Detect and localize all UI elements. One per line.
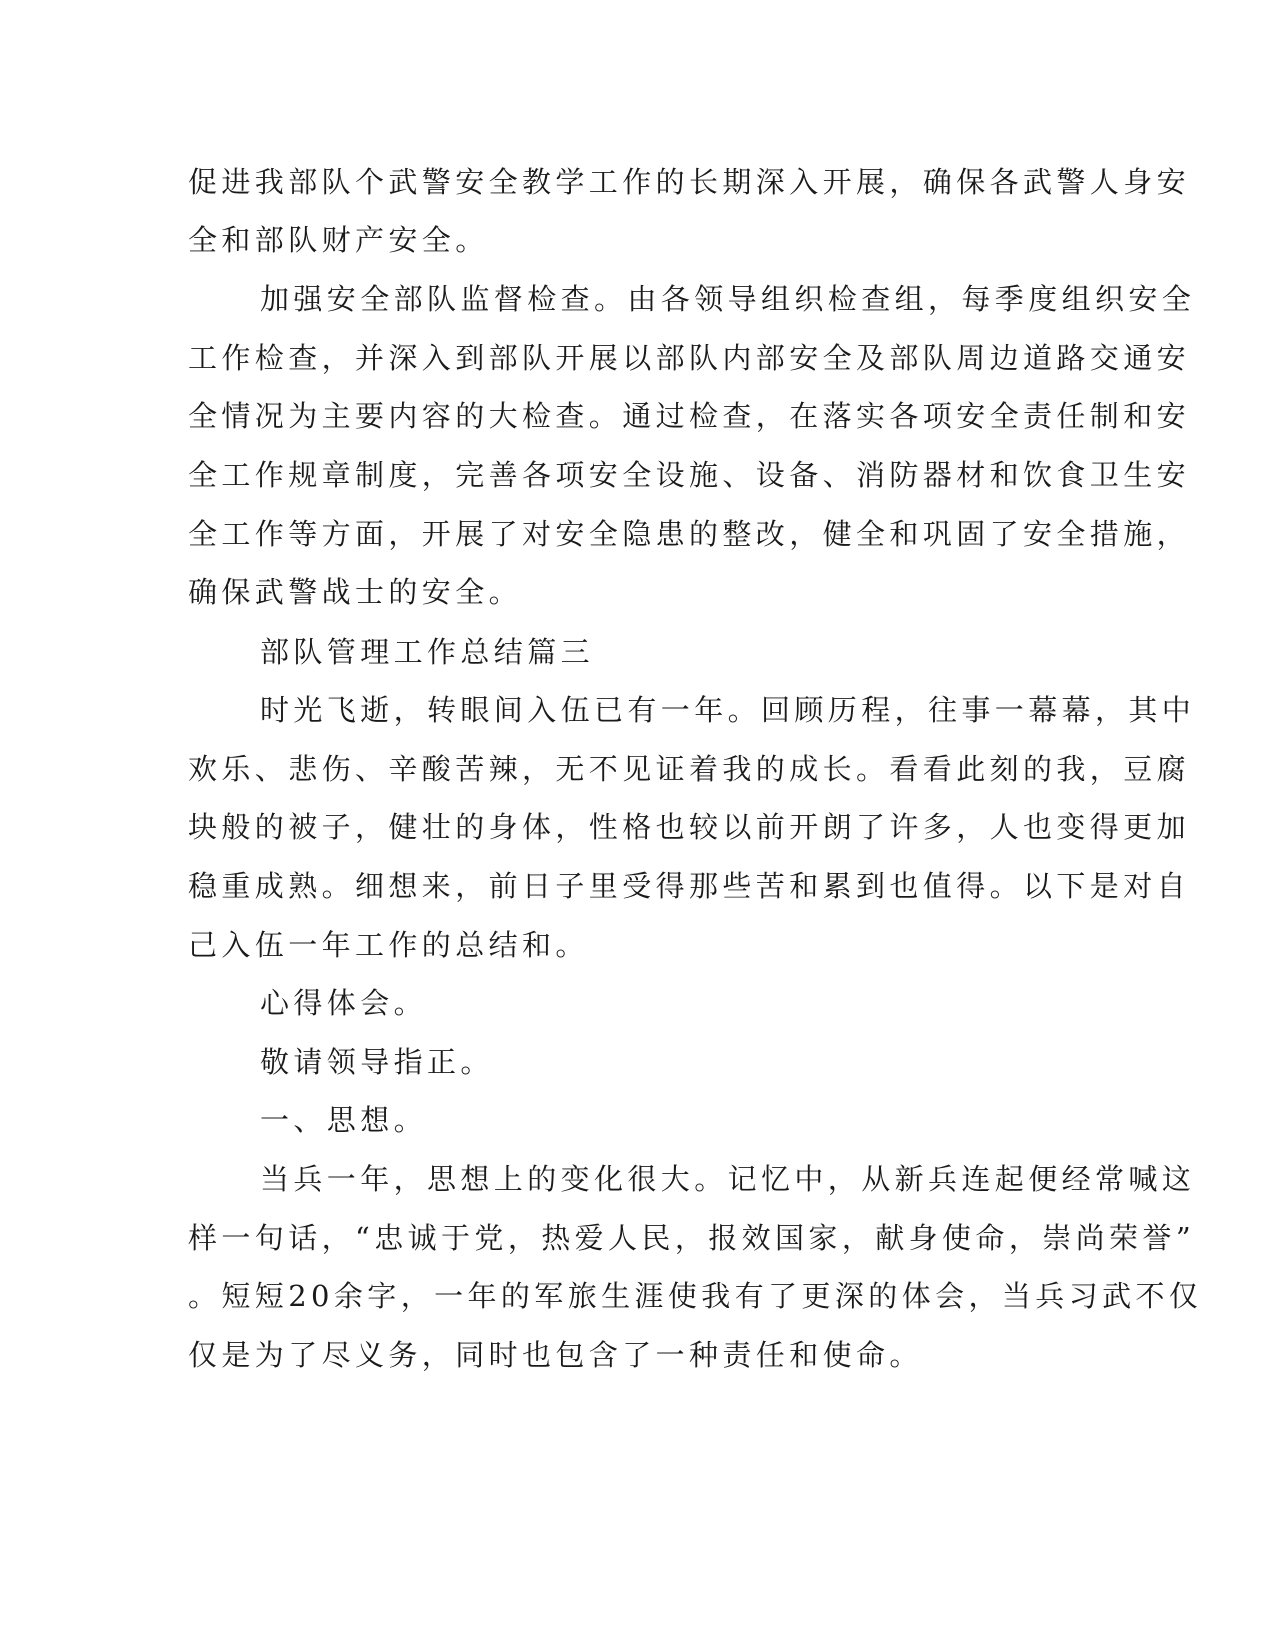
text-line: 。短短20余字，一年的军旅生涯使我有了更深的体会，当兵习武不仅 [188,1279,1203,1313]
paragraph-start-line: 敬请领导指正。 [260,1045,494,1079]
text-line: 全工作规章制度，完善各项安全设施、设备、消防器材和饮食卫生安 [188,458,1191,492]
text-line: 块般的被子，健壮的身体，性格也较以前开朗了许多，人也变得更加 [188,810,1191,844]
text-line: 确保武警战士的安全。 [188,575,523,609]
paragraph-start-line: 时光飞逝，转眼间入伍已有一年。回顾历程，往事一幕幕，其中 [260,693,1196,727]
text-line: 仅是为了尽义务，同时也包含了一种责任和使命。 [188,1338,923,1372]
text-line: 工作检查，并深入到部队开展以部队内部安全及部队周边道路交通安 [188,341,1191,375]
text-line: 己入伍一年工作的总结和。 [188,928,589,962]
text-line: 促进我部队个武警安全教学工作的长期深入开展，确保各武警人身安 [188,165,1191,199]
section-heading: 部队管理工作总结篇三 [260,635,595,669]
subheading: 一、思想。 [260,1103,428,1137]
text-line: 稳重成熟。细想来，前日子里受得那些苦和累到也值得。以下是对自 [188,869,1191,903]
text-line: 全工作等方面，开展了对安全隐患的整改，健全和巩固了安全措施， [188,517,1191,551]
paragraph-start-line: 心得体会。 [260,986,428,1020]
paragraph-start-line: 当兵一年，思想上的变化很大。记忆中，从新兵连起便经常喊这 [260,1162,1196,1196]
text-line: 欢乐、悲伤、辛酸苦辣，无不见证着我的成长。看看此刻的我，豆腐 [188,752,1191,786]
text-line: 样一句话，“忠诚于党，热爱人民，报效国家，献身使命，崇尚荣誉” [188,1221,1196,1255]
text-line: 全情况为主要内容的大检查。通过检查，在落实各项安全责任制和安 [188,399,1191,433]
text-line: 全和部队财产安全。 [188,223,489,257]
paragraph-start-line: 加强安全部队监督检查。由各领导组织检查组，每季度组织安全 [260,282,1196,316]
